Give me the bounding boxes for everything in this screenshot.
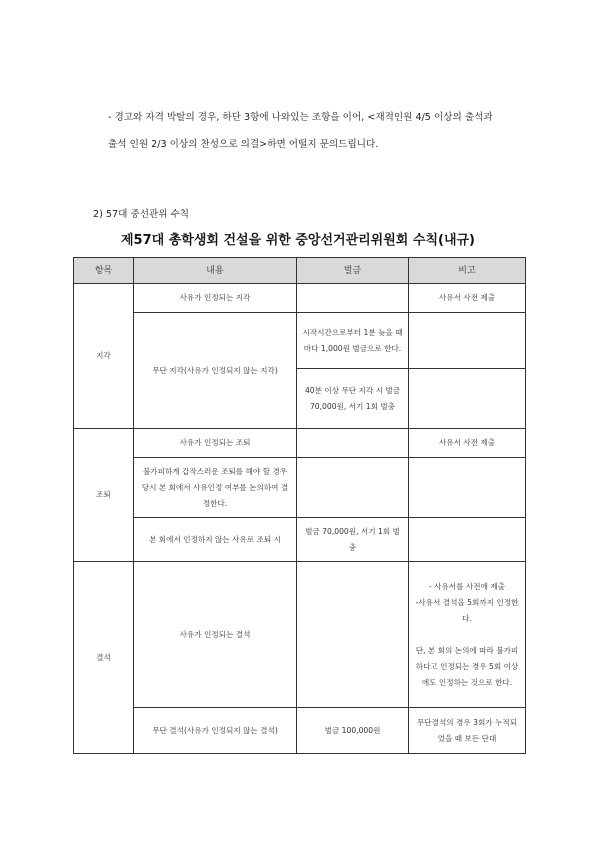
cell-fine: 벌금 100,000원 — [297, 708, 409, 754]
cell-content: 무단 지각(사유가 인정되지 않는 지각) — [134, 313, 297, 429]
cell-remarks — [409, 458, 526, 518]
table-row — [74, 518, 526, 562]
cell-fine: 40분 이상 무단 지각 시 벌금 70,000원, 서기 1회 벌충 — [297, 369, 409, 429]
cell-remarks: 사유서 사전 제출 — [409, 429, 526, 458]
cell-content: 불가피하게 갑작스러운 조퇴를 해야 할 경우 당시 본 회에서 사유인정 여부를 논의하여 결정한다. — [134, 458, 297, 518]
header-fine: 벌금 — [297, 258, 409, 284]
cell-fine — [297, 284, 409, 313]
cell-remarks — [409, 562, 526, 708]
section-heading: 2) 57대 중선관위 수칙 — [93, 209, 190, 220]
table-row — [74, 562, 526, 708]
cell-content: 사유가 인정되는 조퇴 — [134, 429, 297, 458]
cell-fine: 시작시간으로부터 1분 늦을 때마다 1,000원 벌금으로 한다. — [297, 313, 409, 369]
cell-remarks — [409, 313, 526, 369]
cell-fine — [297, 562, 409, 708]
rules-table — [73, 257, 526, 754]
cell-content: 무단 결석(사유가 인정되지 않는 결석) — [134, 708, 297, 754]
category-absence: 결석 — [74, 562, 134, 754]
table-row — [74, 458, 526, 518]
cell-fine: 벌금 70,000원, 서기 1회 벌충 — [297, 518, 409, 562]
header-category: 항목 — [74, 258, 134, 284]
cell-remarks: 사유서 사전 제출 — [409, 284, 526, 313]
cell-fine — [297, 458, 409, 518]
remark-line: 단, 본 회의 논의에 따라 불가피하다고 인정되는 경우 5회 이상에도 인정하는 것으로 한다. — [415, 645, 519, 687]
table-header-row — [74, 258, 526, 284]
remark-line: -사유서 결석을 5회까지 인정한다. — [415, 597, 519, 623]
cell-content: 사유가 인정되는 결석 — [134, 562, 297, 708]
cell-remarks: 무단결석의 경우 3회가 누적되었을 때 보든 단대 — [409, 708, 526, 754]
header-remarks: 비고 — [409, 258, 526, 284]
cell-fine — [297, 429, 409, 458]
cell-content: 사유가 인정되는 지각 — [134, 284, 297, 313]
table-row — [74, 284, 526, 313]
category-early-leave: 조퇴 — [74, 429, 134, 562]
remark-line: - 사유서를 사전에 제출 — [428, 581, 505, 591]
table-row — [74, 313, 526, 369]
cell-content: 본 회에서 인정하지 않는 사유로 조퇴 시 — [134, 518, 297, 562]
table-row — [74, 708, 526, 754]
table-title: 제57대 총학생회 건설을 위한 중앙선거관리위원회 수칙(내규) — [121, 233, 475, 248]
paragraph-line-1: - 경고와 자격 박탈의 경우, 하단 3항에 나와있는 조항을 이어, <재적인원 4/5 이상의 출석과 — [108, 112, 493, 123]
header-content: 내용 — [134, 258, 297, 284]
table-row — [74, 429, 526, 458]
cell-remarks — [409, 369, 526, 429]
cell-remarks — [409, 518, 526, 562]
paragraph-line-2: 출석 인원 2/3 이상의 찬성으로 의결>하면 어떨지 문의드립니다. — [108, 139, 379, 150]
category-tardy: 지각 — [74, 284, 134, 429]
